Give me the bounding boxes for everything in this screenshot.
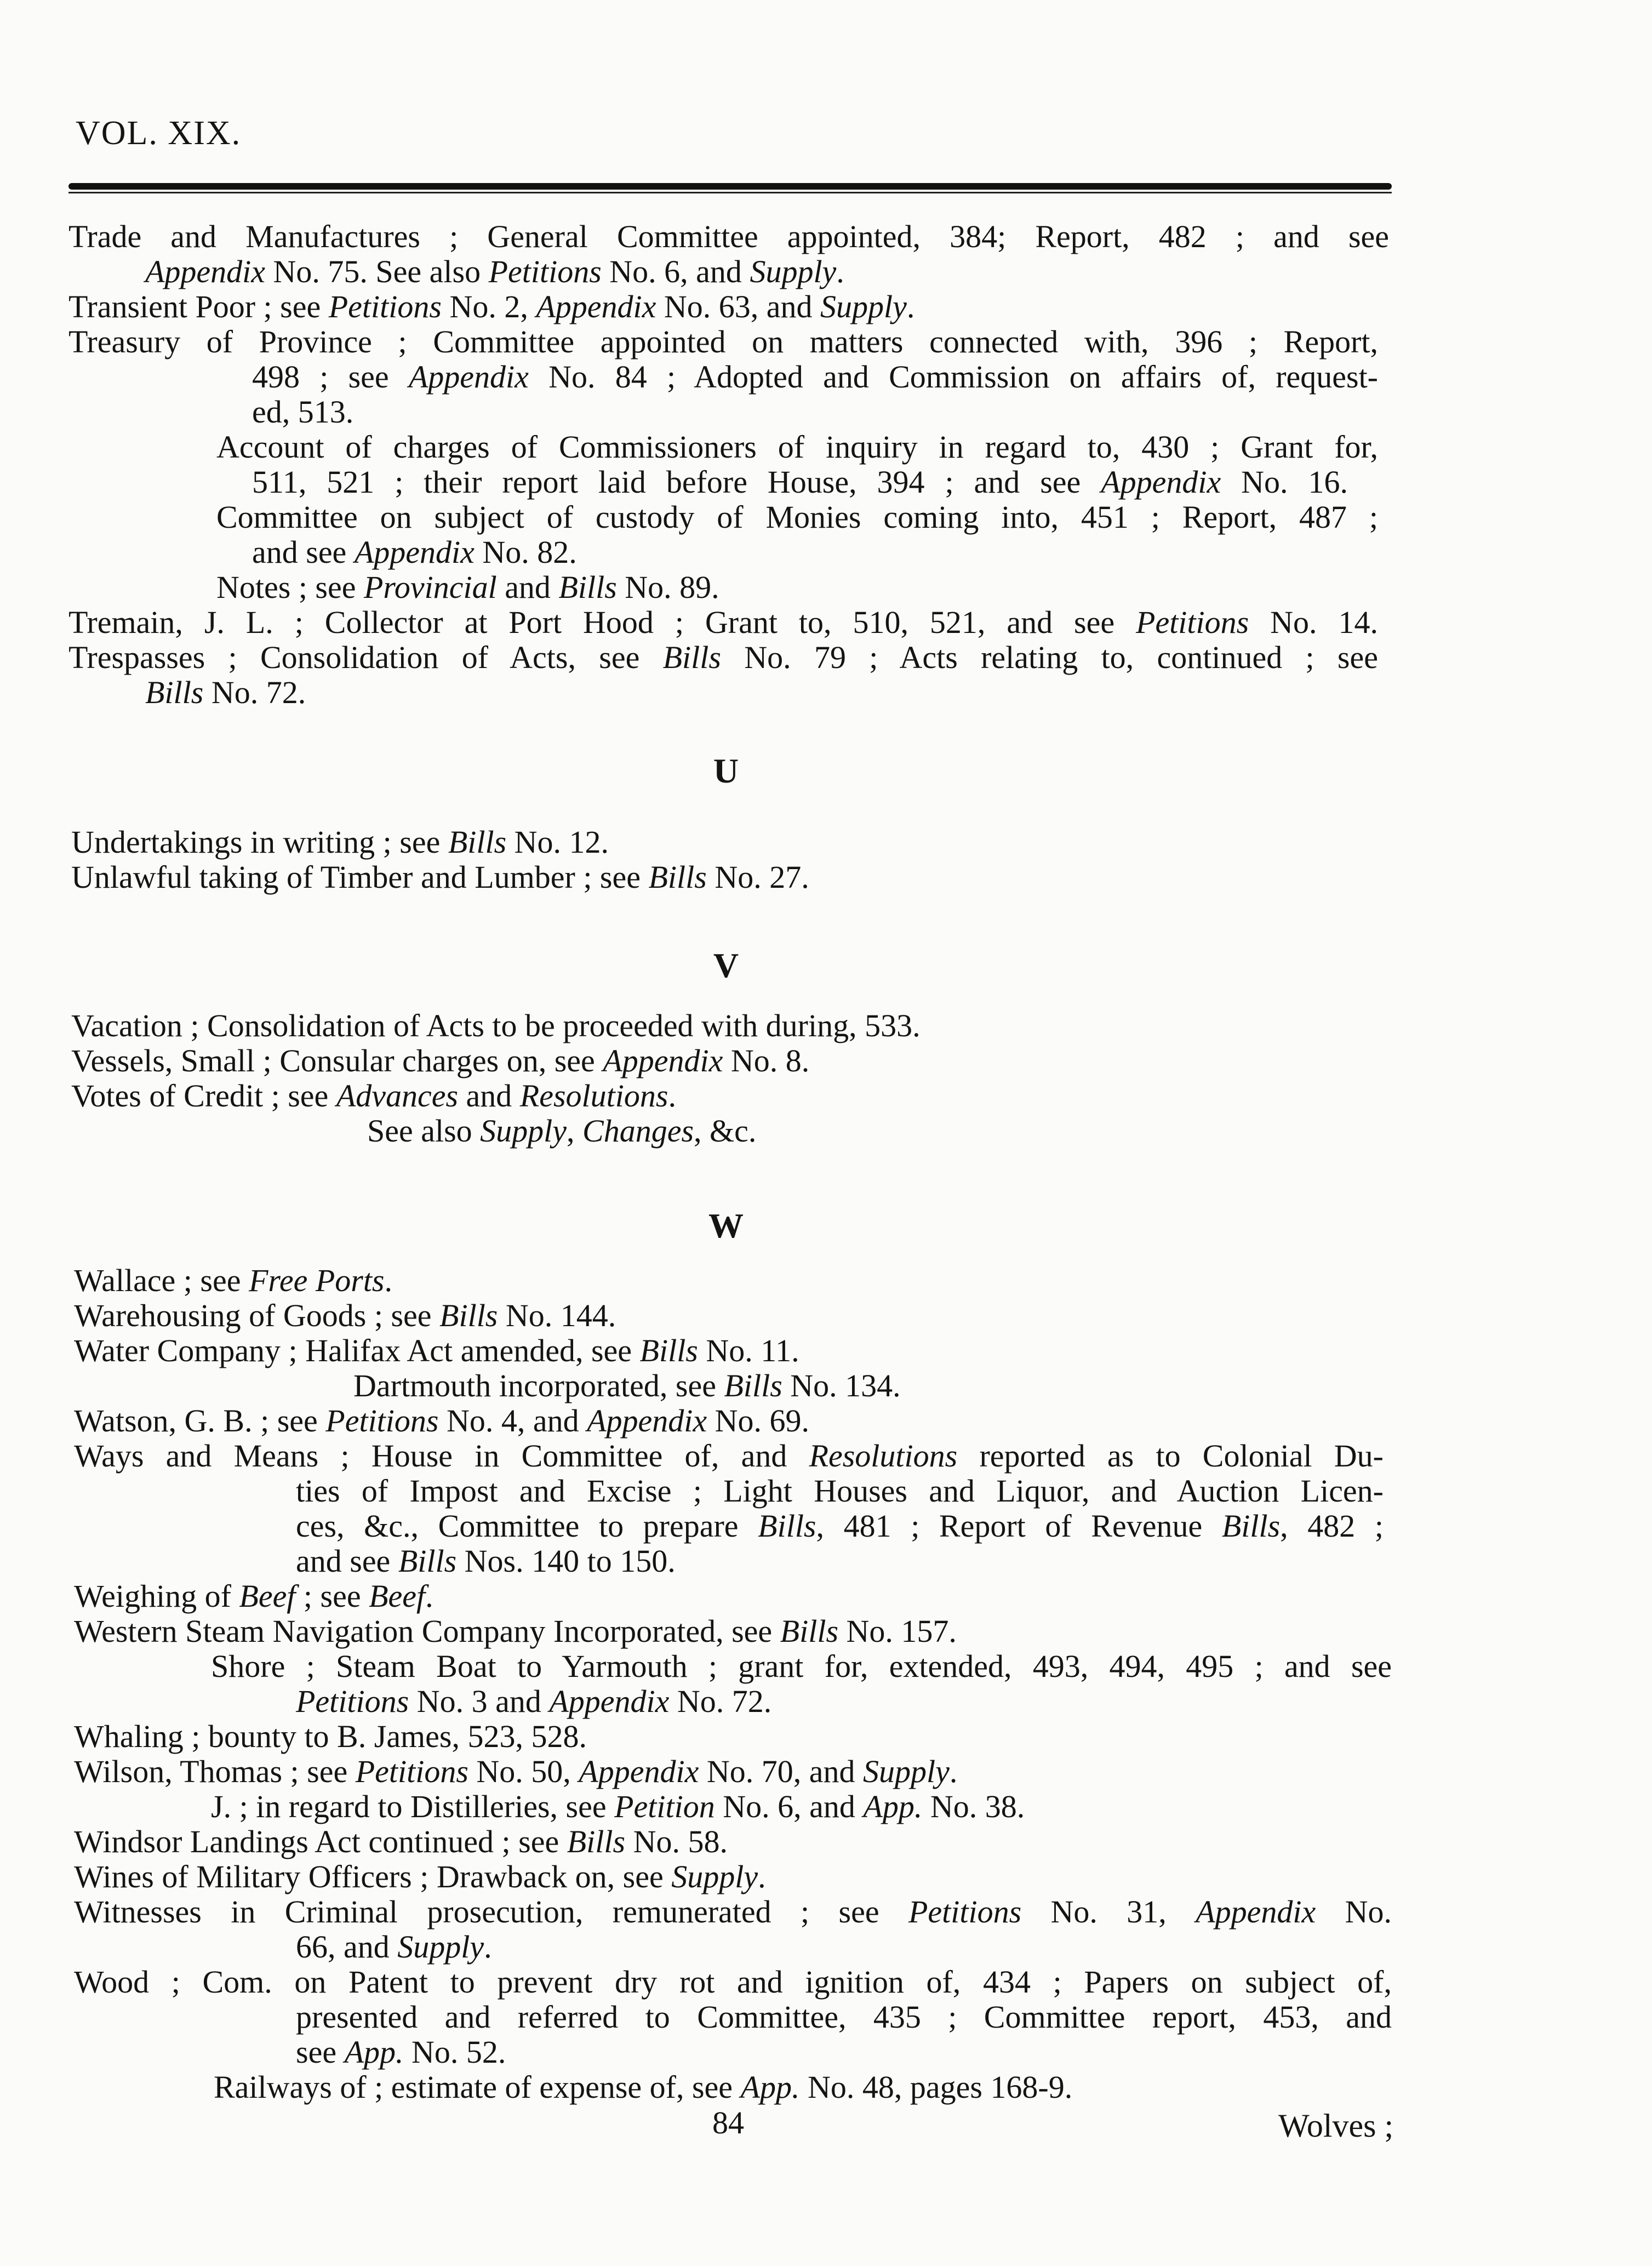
section-letter-w: W	[708, 1206, 744, 1245]
index-line: J. ; in regard to Distilleries, see Petition No. 6, and App. No. 38.	[211, 1789, 1025, 1824]
index-line: and see Bills Nos. 140 to 150.	[296, 1543, 676, 1579]
index-line: Ways and Means ; House in Committee of, and Resolutions reported as to Colonial Du-	[74, 1438, 1384, 1474]
index-line: Bills No. 72.	[145, 675, 306, 710]
index-line: Votes of Credit ; see Advances and Resolutions.	[71, 1078, 676, 1114]
index-line: and see Appendix No. 82.	[252, 534, 577, 570]
header-rule-thick	[68, 183, 1392, 190]
index-line: presented and referred to Committee, 435 ; Committee report, 453, and	[296, 1999, 1392, 2035]
index-line: Windsor Landings Act continued ; see Bills No. 58.	[74, 1824, 728, 1859]
index-line: Notes ; see Provincial and Bills No. 89.	[216, 569, 719, 605]
index-line: Unlawful taking of Timber and Lumber ; see Bills No. 27.	[71, 859, 809, 895]
index-line: see App. No. 52.	[296, 2034, 506, 2070]
index-line: Watson, G. B. ; see Petitions No. 4, and Appendix No. 69.	[74, 1403, 810, 1439]
index-line: Whaling ; bounty to B. James, 523, 528.	[74, 1719, 587, 1754]
index-line: Water Company ; Halifax Act amended, see Bills No. 11.	[74, 1333, 799, 1368]
index-line: Petitions No. 3 and Appendix No. 72.	[296, 1683, 772, 1719]
index-line: ed, 513.	[252, 394, 354, 430]
index-line: Trade and Manufactures ; General Committee appointed, 384; Report, 482 ; and see	[68, 219, 1389, 254]
index-line: Railways of ; estimate of expense of, see App. No. 48, pages 168-9.	[214, 2069, 1073, 2105]
volume-header: VOL. XIX.	[76, 115, 242, 152]
index-line: Tremain, J. L. ; Collector at Port Hood ; Grant to, 510, 521, and see Petitions No. 14.	[68, 604, 1378, 640]
index-line: Committee on subject of custody of Monies coming into, 451 ; Report, 487 ;	[216, 499, 1378, 535]
index-line: Shore ; Steam Boat to Yarmouth ; grant for, extended, 493, 494, 495 ; and see	[211, 1648, 1392, 1684]
index-line: Weighing of Beef ; see Beef.	[74, 1578, 433, 1614]
header-rule-thin	[68, 192, 1392, 193]
section-letter-v: V	[713, 946, 739, 985]
index-line: 498 ; see Appendix No. 84 ; Adopted and Commission on affairs of, request-	[252, 359, 1378, 395]
index-line: Vessels, Small ; Consular charges on, see Appendix No. 8.	[71, 1043, 810, 1078]
index-line: Account of charges of Commissioners of inquiry in regard to, 430 ; Grant for,	[216, 429, 1378, 465]
index-line: Treasury of Province ; Committee appointed on matters connected with, 396 ; Report,	[68, 324, 1378, 359]
index-line: Trespasses ; Consolidation of Acts, see Bills No. 79 ; Acts relating to, continued ; see	[68, 640, 1378, 675]
page-number: 84	[712, 2105, 744, 2141]
index-line: Dartmouth incorporated, see Bills No. 134.	[353, 1368, 901, 1403]
index-line: See also Supply, Changes, &c.	[367, 1113, 757, 1149]
index-line: Transient Poor ; see Petitions No. 2, Appendix No. 63, and Supply.	[68, 289, 915, 324]
index-line: Witnesses in Criminal prosecution, remunerated ; see Petitions No. 31, Appendix No.	[74, 1894, 1392, 1930]
index-line: Wines of Military Officers ; Drawback on, see Supply.	[74, 1859, 766, 1894]
index-line: ties of Impost and Excise ; Light Houses and Liquor, and Auction Licen-	[296, 1473, 1384, 1509]
index-line: Warehousing of Goods ; see Bills No. 144.	[74, 1298, 616, 1333]
header-rule	[68, 181, 1392, 193]
index-line: ces, &c., Committee to prepare Bills, 481 ; Report of Revenue Bills, 482 ;	[296, 1508, 1384, 1544]
index-line: Vacation ; Consolidation of Acts to be proceeded with during, 533.	[71, 1008, 921, 1043]
catchword: Wolves ;	[1278, 2108, 1394, 2144]
index-line: Wood ; Com. on Patent to prevent dry rot and ignition of, 434 ; Papers on subject of,	[74, 1964, 1392, 2000]
index-line: 66, and Supply.	[296, 1929, 492, 1965]
index-line: 511, 521 ; their report laid before House, 394 ; and see Appendix No. 16.	[252, 464, 1348, 500]
index-line: Undertakings in writing ; see Bills No. 12.	[71, 824, 609, 860]
index-line: Western Steam Navigation Company Incorporated, see Bills No. 157.	[74, 1613, 957, 1649]
section-letter-u: U	[713, 751, 739, 790]
index-line: Wallace ; see Free Ports.	[74, 1263, 393, 1298]
index-line: Appendix No. 75. See also Petitions No. 6, and Supply.	[145, 254, 844, 289]
index-line: Wilson, Thomas ; see Petitions No. 50, Appendix No. 70, and Supply.	[74, 1754, 958, 1789]
